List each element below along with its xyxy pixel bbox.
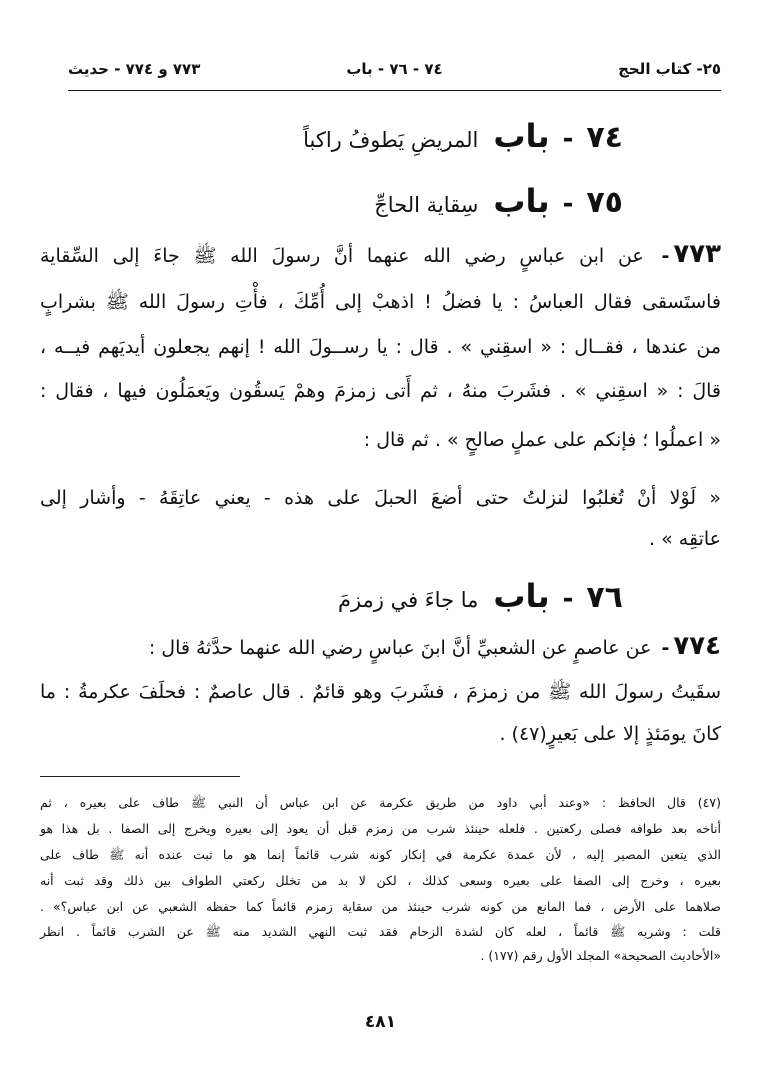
- footnote-line-2: أناخه بعد طوافه فصلى ركعتين . فلعله حينئذ شرب من زمزم قبل أن يعود إلى بعيره ويخرج إلى الصفا . بل هذا هو: [40, 821, 721, 836]
- chapter-word: باب: [493, 182, 550, 220]
- running-header: [68, 56, 721, 91]
- hadith-774-line-2: سقَيتُ رسولَ الله ﷺ من زمزمَ ، فشَربَ وهو قائمٌ . قال عاصمٌ : فحلَفَ عكرمةُ : ما: [40, 681, 721, 703]
- hadith-773-line-5: « اعملُوا ؛ فإنكم على عملٍ صالحٍ » . ثم قال :: [363, 429, 721, 451]
- footnote-line-4: بعيره ، وخرج إلى الصفا على بعيره وسعى كذلك ، لكن لا بد من تخلل ركعتي الطواف بين ذلك وقد ثبت أنه: [40, 873, 721, 888]
- chapter-title: سِقاية الحاجِّ: [374, 193, 479, 217]
- footnote-divider: [40, 776, 240, 777]
- hadith-773-line-6: « لَوْلا أنْ تُغلبُوا لنزلتُ حتى أضعَ الحبلَ على هذه - يعني عاتِقَهُ - وأشار إلى: [40, 487, 721, 509]
- footnote-line-1: (٤٧) قال الحافظ : «وعند أبي داود من طريق عكرمة عن ابن عباس أن النبي ﷺ طاف على بعيره ، ثم: [40, 795, 721, 810]
- footnote-line-7: «الأحاديث الصحيحة» المجلد الأول رقم (١٧٧) .: [480, 948, 721, 963]
- hadith-773-line-3: من عندها ، فقــال : « اسقِني » . قال : يا رســولَ الله ! إنهم يجعلون أيديَهم فيــه ،: [40, 336, 721, 358]
- page-number: ٤٨١: [364, 1012, 397, 1032]
- chapter-heading-74: ٧٤ - باب المريضِ يَطوفُ راكباً: [303, 117, 623, 155]
- footnote-line-3: الذي يتعين المصير إليه ، لأن عمدة عكرمة في إنكار كونه شرب قائماً إنما هو ما ثبت عنده أنه ﷺ طاف على: [40, 847, 721, 862]
- hadith-773-line-7: عاتقِه » .: [649, 528, 721, 550]
- chapter-number: ٧٥: [586, 185, 623, 220]
- header-hadith-range: ٧٧٣ و ٧٧٤ - حديث: [68, 60, 201, 78]
- chapter-number: ٧٦: [586, 580, 623, 615]
- chapter-heading-76: ٧٦ - باب ما جاءَ في زمزمَ: [337, 577, 623, 615]
- hadith-774-line-3: كانَ يومَئذٍ إلا على بَعيرٍ(٤٧) .: [499, 723, 721, 745]
- hadith-774-line-1: ٧٧٤- عن عاصمٍ عن الشعبيِّ أنَّ ابنَ عباسٍ رضي الله عنهما حدَّثهُ قال :: [148, 631, 721, 661]
- chapter-heading-75: ٧٥ - باب سِقاية الحاجِّ: [374, 182, 623, 220]
- header-chapter-range: ٧٤ - ٧٦ - باب: [346, 60, 443, 78]
- chapter-title: المريضِ يَطوفُ راكباً: [303, 128, 479, 152]
- hadith-773-line-2: فاستَسقى فقال العباسُ : يا فضلُ ! اذهبْ إلى أُمِّكَ ، فأْتِ رسولَ الله ﷺ بشرابٍ: [40, 291, 721, 313]
- footnote-line-6: قلت : وشربه ﷺ قائماً ، لعله كان لشدة الزحام فقد ثبت النهي الشديد منه ﷺ عن الشرب قائماً . انظر: [40, 924, 721, 939]
- hadith-number: ٧٧٤: [673, 631, 721, 661]
- hadith-773-line-1: ٧٧٣- عن ابن عباسٍ رضي الله عنهما أنَّ رسولَ الله ﷺ جاءَ إلى السِّقاية: [40, 239, 722, 269]
- chapter-word: باب: [493, 117, 550, 155]
- header-book-title: ٢٥- كتاب الحج: [618, 60, 721, 78]
- footnote-line-5: صلاهما على الأرض ، فما المانع من كونه شرب حينئذ من سقاية زمزم قائماً كما حفظه الشعبي عن ابن عباس؟» .: [40, 899, 721, 914]
- hadith-773-line-4: قالَ : « اسقِني » . فشَربَ منهُ ، ثم أَتى زمزمَ وهمْ يَسقُون ويَعمَلُون فيها ، فقال :: [40, 380, 721, 402]
- chapter-number: ٧٤: [586, 120, 623, 155]
- chapter-word: باب: [493, 577, 550, 615]
- hadith-number: ٧٧٣: [673, 239, 722, 269]
- chapter-title: ما جاءَ في زمزمَ: [337, 588, 479, 612]
